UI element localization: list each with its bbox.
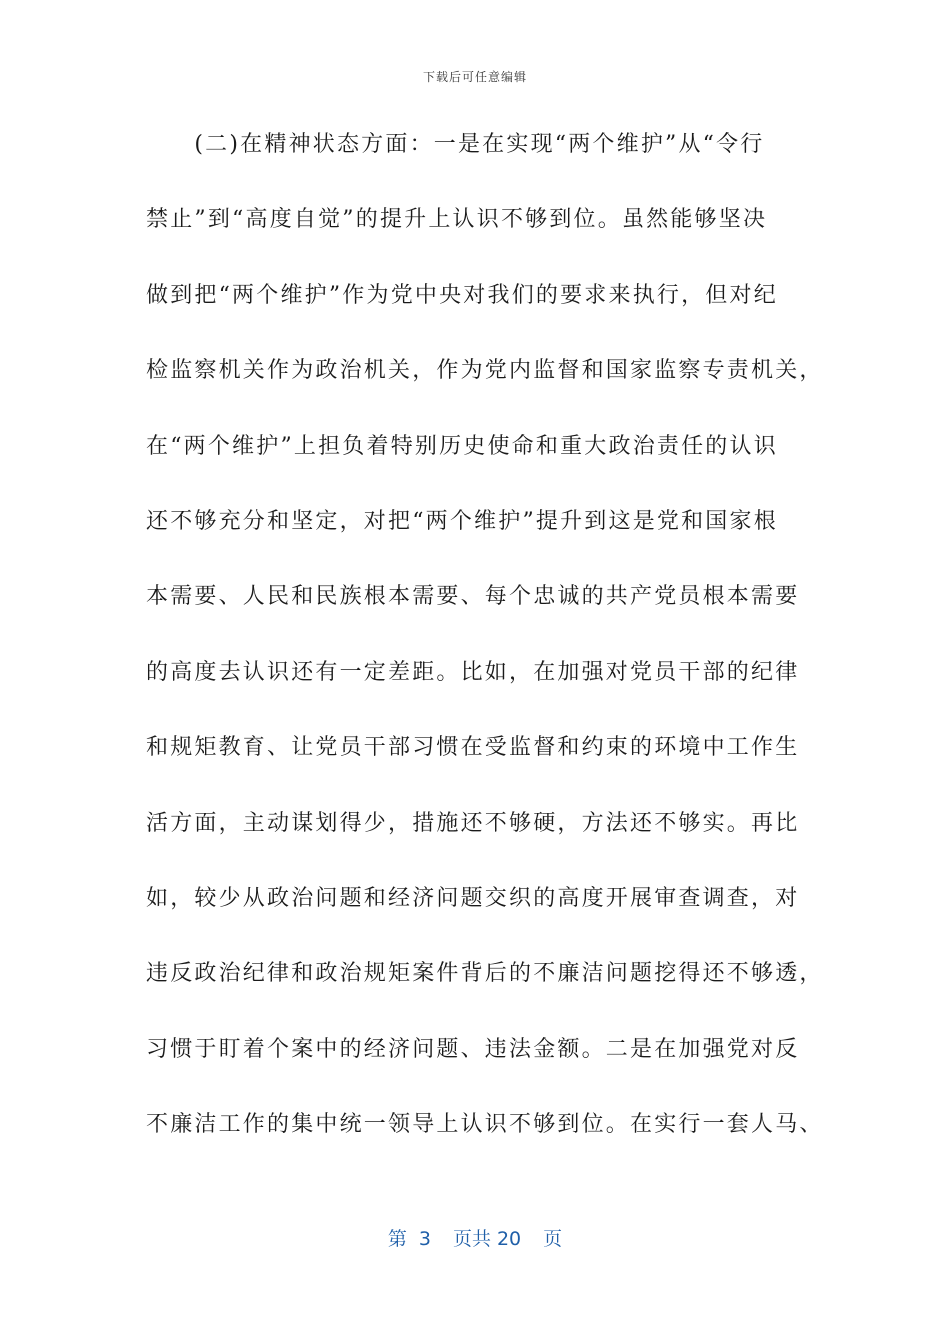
current-page-number: 3 [418, 1228, 431, 1250]
total-pages-number: 20 [496, 1228, 522, 1250]
text-line: 禁止”到“高度自觉”的提升上认识不够到位。虽然能够坚决 [146, 207, 768, 233]
page-prefix: 第 [387, 1228, 407, 1250]
text-line: 习惯于盯着个案中的经济问题、违法金额。二是在加强党对反 [146, 1036, 800, 1062]
document-body [146, 120, 824, 1175]
text-line: 本需要、人民和民族根本需要、每个忠诚的共产党员根本需要 [146, 584, 800, 610]
text-line: 还不够充分和坚定，对把“两个维护”提升到这是党和国家根 [146, 508, 778, 534]
text-line: 的高度去认识还有一定差距。比如，在加强对党员干部的纪律 [146, 659, 800, 685]
text-line: 做到把“两个维护”作为党中央对我们的要求来执行，但对纪 [146, 282, 778, 308]
page-mid: 页共 [452, 1228, 491, 1250]
text-line: 活方面，主动谋划得少，措施还不够硬，方法还不够实。再比 [146, 810, 800, 836]
header-note: 下载后可任意编辑 [422, 70, 527, 84]
text-line: 检监察机关作为政治机关，作为党内监督和国家监察专责机关， [146, 358, 824, 384]
page-footer [0, 1224, 950, 1251]
text-line: 不廉洁工作的集中统一领导上认识不够到位。在实行一套人马、 [146, 1112, 824, 1138]
text-line: (二)在精神状态方面：一是在实现“两个维护”从“令行 [146, 132, 765, 157]
text-line: 违反政治纪律和政治规矩案件背后的不廉洁问题挖得还不够透， [146, 961, 824, 987]
text-line: 和规矩教育、让党员干部习惯在受监督和约束的环境中工作生 [146, 735, 800, 761]
page-suffix: 页 [543, 1228, 563, 1250]
text-line: 如，较少从政治问题和经济问题交织的高度开展审查调查，对 [146, 885, 800, 911]
text-line: 在“两个维护”上担负着特别历史使命和重大政治责任的认识 [146, 433, 778, 459]
